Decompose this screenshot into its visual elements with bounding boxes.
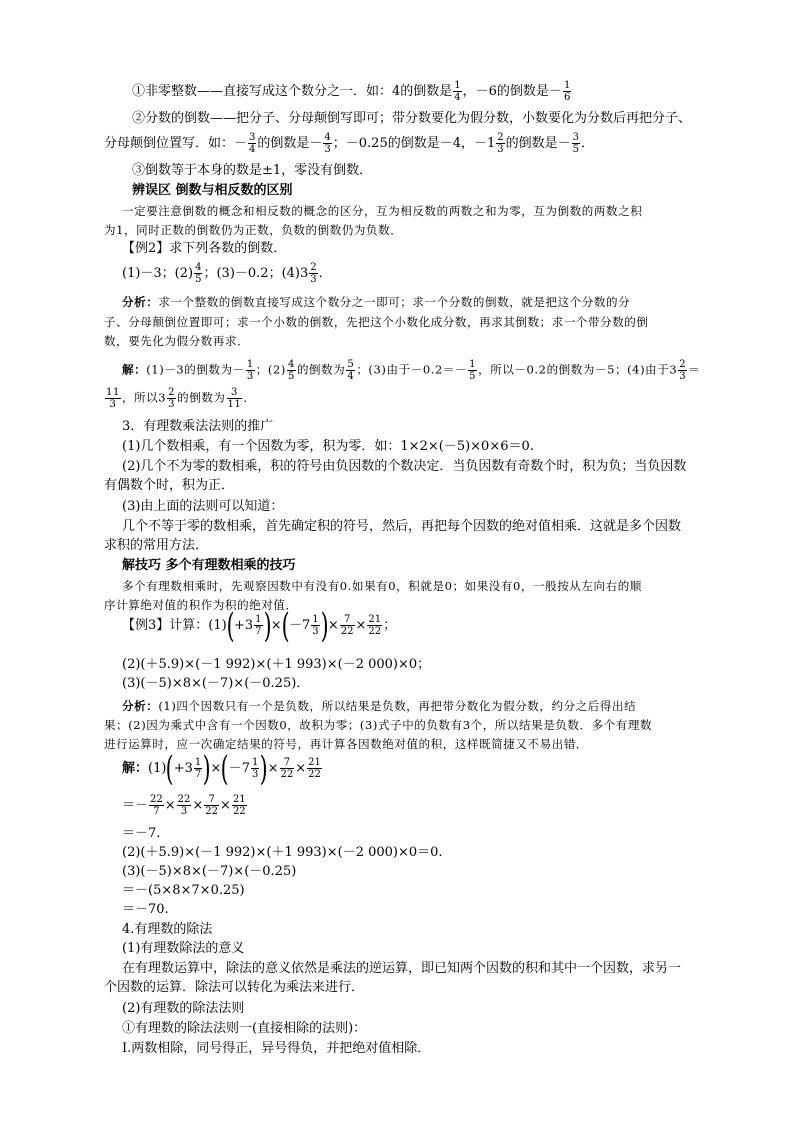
denominator: 7 [194, 769, 202, 780]
solution-line: $\frac{11}{3}$ ，所以3 $\frac{2}{3}$ 的倒数为 $\frac{3}{11}$ ． [106, 387, 256, 410]
solution-step-6: ＝－(5×8×7×0.25) [122, 883, 245, 898]
rule-line: 在有理数运算中，除法的意义依然是乘法的逆运算，即已知两个因数的积和其中一个因数，求另一 [122, 961, 682, 976]
rule-line: 求积的常用方法． [104, 538, 209, 553]
analysis-line: 果；(2)因为乘式中含有一个因数0，故积为零；(3)式子中的负数有3个，所以结果是负数．多个有理数 [104, 718, 653, 732]
left-paren: ( [281, 605, 290, 646]
denominator: 5 [287, 371, 295, 382]
denominator: 3 [324, 144, 331, 155]
rule-line: (2)几个不为零的数相乘，积的符号由负因数的个数决定．当负因数有奇数个时，积为负；当负因数 [122, 459, 687, 474]
numerator: 5 [347, 359, 355, 370]
analysis-line: 分析：求一个整数的倒数直接写成这个数分之一即可；求一个分数的倒数，就是把这个分数的分 [122, 295, 631, 309]
analysis-line: 数，要先化为假分数再求． [104, 334, 250, 348]
denominator: 3 [109, 399, 117, 410]
denominator: 3 [497, 144, 504, 155]
rule-line: 几个不等于零的数相乘，首先确定积的符号，然后，再把每个因数的绝对值相乘．这就是多个因数 [122, 519, 682, 534]
right-paren: ) [320, 605, 329, 646]
left-paren: ( [221, 748, 230, 789]
fraction [340, 614, 355, 637]
fraction [453, 80, 461, 103]
fraction [280, 757, 295, 780]
solution-step-5: (3)(－5)×8×(－7)×(－0.25) [122, 864, 297, 879]
denominator: 3 [180, 806, 188, 817]
fraction [177, 794, 192, 817]
denominator: 3 [310, 274, 317, 285]
numerator: 11 [106, 387, 120, 398]
numerator: 2 [310, 262, 317, 273]
numerator: 7 [340, 614, 355, 626]
left-paren: ( [166, 748, 175, 789]
denominator: 7 [153, 806, 160, 817]
fraction [194, 262, 202, 285]
right-paren: ) [263, 605, 272, 646]
line-nonzero-integer: ①非零整数——直接写成这个数分之一．如：4的倒数是 $\frac{1}{4}$ ，－6的倒数是－ $\frac{1}{6}$ [132, 80, 571, 103]
numerator: 21 [308, 757, 321, 768]
solution-step-2: ＝－ $\frac{22}{7}$ × $\frac{22}{3}$ × $\frac{7}{22}$ × $\frac{21}{22}$ [122, 794, 246, 817]
line-self-reciprocal: ③倒数等于本身的数是±1，零没有倒数． [132, 163, 373, 178]
denominator: 7 [255, 626, 262, 637]
subheading-division-meaning: (1)有理数除法的意义 [122, 941, 245, 956]
denominator: 22 [340, 626, 354, 637]
fraction [311, 614, 319, 637]
numerator: 21 [368, 614, 382, 625]
rule-line: (1)几个数相乘，有一个因数为零，积为零．如：1×2×(－5)×0×6＝0. [122, 439, 534, 454]
denominator: 5 [195, 274, 202, 285]
fraction [246, 359, 255, 382]
numerator: 3 [249, 132, 256, 143]
solution-step-1: 解：(1)(+3 $\frac{1}{7}$ )×(－7 $\frac{1}{3}$ )× $\frac{7}{22}$ × $\frac{21}{22}$ [122, 748, 321, 789]
example-3-problem-1: 【例3】计算：(1)(+3 $\frac{1}{7}$ )×(－7 $\frac{1}{3}$ )× $\frac{7}{22}$ × $\frac{21}{22}$ ； [122, 605, 397, 646]
section-heading-mistake: 辨误区 倒数与相反数的区别 [132, 183, 293, 198]
denominator: 6 [563, 92, 571, 103]
numerator: 1 [251, 757, 259, 768]
rule-line: Ⅰ.两数相除，同号得正，异号得负，并把绝对值相除． [122, 1041, 431, 1056]
numerator: 1 [563, 80, 571, 91]
fraction [204, 794, 219, 817]
left-paren: ( [226, 605, 235, 646]
example-2-heading: 【例2】求下列各数的倒数． [122, 241, 287, 256]
numerator: 7 [204, 794, 219, 806]
denominator: 4 [347, 371, 355, 382]
numerator: 2 [497, 132, 504, 143]
denominator: 11 [227, 399, 242, 410]
fraction [323, 132, 331, 155]
fraction [232, 794, 247, 817]
fraction [572, 132, 580, 155]
denominator: 5 [572, 144, 580, 155]
fraction [167, 387, 176, 410]
denominator: 4 [249, 144, 256, 155]
numerator: 4 [195, 262, 202, 273]
rule-line: (3)由上面的法则可以知道： [122, 499, 284, 514]
note-line: 为1，同时正数的倒数仍为正数，负数的倒数仍为负数． [104, 223, 403, 237]
fraction [367, 614, 382, 637]
numerator: 3 [227, 387, 243, 399]
section-heading-division: 4.有理数的除法 [122, 922, 213, 937]
rule-line: 个因数的运算．除法可以转化为乘法来进行． [104, 980, 365, 995]
denominator: 3 [679, 371, 687, 382]
numerator: 1 [255, 614, 262, 625]
denominator: 22 [368, 626, 382, 637]
fraction [248, 132, 256, 155]
section-heading-multiplication: 3．有理数乘法法则的推广 [122, 419, 274, 434]
numerator: 4 [287, 359, 295, 370]
numerator: 7 [280, 757, 295, 769]
numerator: 1 [454, 80, 461, 91]
note-line: 序计算绝对值的积作为积的绝对值． [104, 598, 298, 612]
fraction [307, 757, 322, 780]
solution-line: 解：(1)－3的倒数为－ $\frac{1}{3}$ ；(2) $\frac{4}{5}$ 的倒数为 $\frac{5}{4}$ ；(3)由于－0.2＝－ $\frac{1}{5}$ ，所以－0.2的倒数为－5；(4)由于3 $\frac{2}{3}$ ＝ [122, 359, 701, 382]
example-3-problem-2: (2)(＋5.9)×(－1 992)×(＋1 993)×(－2 000)×0； [122, 657, 431, 672]
fraction [227, 387, 243, 410]
numerator: 4 [324, 132, 331, 143]
section-heading-technique: 解技巧 多个有理数相乘的技巧 [122, 558, 296, 573]
numerator: 1 [312, 614, 319, 625]
numerator: 1 [246, 359, 254, 370]
numerator: 1 [194, 757, 202, 768]
numerator: 2 [679, 359, 687, 370]
right-paren: ) [202, 748, 211, 789]
fraction [563, 80, 571, 103]
denominator: 3 [168, 399, 176, 410]
fraction [468, 359, 477, 382]
numerator: 1 [469, 359, 477, 370]
fraction [287, 359, 296, 382]
fraction [678, 359, 687, 382]
rule-line: ①有理数的除法法则一(直接相除的法则)： [122, 1021, 367, 1036]
denominator: 22 [308, 769, 321, 780]
line-reciprocal-examples: 分母颠倒位置写．如：－ $\frac{3}{4}$ 的倒数是－ $\frac{4}{3}$ ；－0.25的倒数是－4，－1 $\frac{2}{3}$ 的倒数是－ $\frac{3}{5}$ ． [104, 132, 595, 155]
denominator: 3 [312, 626, 319, 637]
subheading-division-rules: (2)有理数的除法法则 [122, 1001, 245, 1016]
numerator: 22 [177, 794, 191, 805]
denominator: 22 [232, 806, 246, 817]
denominator: 3 [251, 769, 259, 780]
right-paren: ) [259, 748, 268, 789]
solution-step-4: (2)(＋5.9)×(－1 992)×(＋1 993)×(－2 000)×0＝0. [122, 845, 443, 860]
solution-step-3: ＝－7. [122, 826, 161, 841]
example-3-problem-3: (3)(－5)×8×(－7)×(－0.25)． [122, 676, 310, 691]
denominator: 22 [205, 806, 219, 817]
fraction [496, 132, 504, 155]
denominator: 4 [454, 92, 461, 103]
fraction [346, 359, 355, 382]
fraction [251, 757, 259, 780]
fraction [105, 387, 121, 410]
fraction [309, 262, 317, 285]
fraction [149, 794, 164, 817]
fraction [194, 757, 202, 780]
denominator: 3 [246, 371, 254, 382]
denominator: 5 [469, 371, 477, 382]
example-2-problems: (1)－3；(2) $\frac{4}{5}$ ；(3)－0.2；(4)3 $\frac{2}{3}$ ． [122, 262, 332, 285]
analysis-line: 子、分母颠倒位置即可；求一个小数的倒数，先把这个小数化成分数，再求其倒数；求一个带分数的倒 [104, 315, 649, 329]
numerator: 22 [150, 794, 163, 805]
numerator: 21 [232, 794, 246, 805]
fraction [254, 614, 262, 637]
note-line: 多个有理数相乘时，先观察因数中有没有0.如果有0，积就是0；如果没有0，一般按从左向右的顺 [122, 579, 642, 593]
analysis-line: 进行运算时，应一次确定结果的符号，再计算各因数绝对值的积，这样既简捷又不易出错． [104, 737, 588, 751]
note-line: 一定要注意倒数的概念和相反数的概念的区分，互为相反数的两数之和为零，互为倒数的两数之积 [122, 204, 643, 218]
rule-line: 有偶数个时，积为正． [104, 478, 235, 493]
numerator: 3 [572, 132, 580, 143]
line-fraction-reciprocal: ②分数的倒数——把分子、分母颠倒写即可；带分数要化为假分数，小数要化为分数后再把分子、 [132, 111, 692, 126]
solution-step-7: ＝－70. [122, 902, 169, 917]
numerator: 2 [168, 387, 176, 398]
analysis-line: 分析：(1)四个因数只有一个是负数，所以结果是负数，再把带分数化为假分数，约分之后得出结 [122, 699, 637, 713]
denominator: 22 [280, 769, 294, 780]
